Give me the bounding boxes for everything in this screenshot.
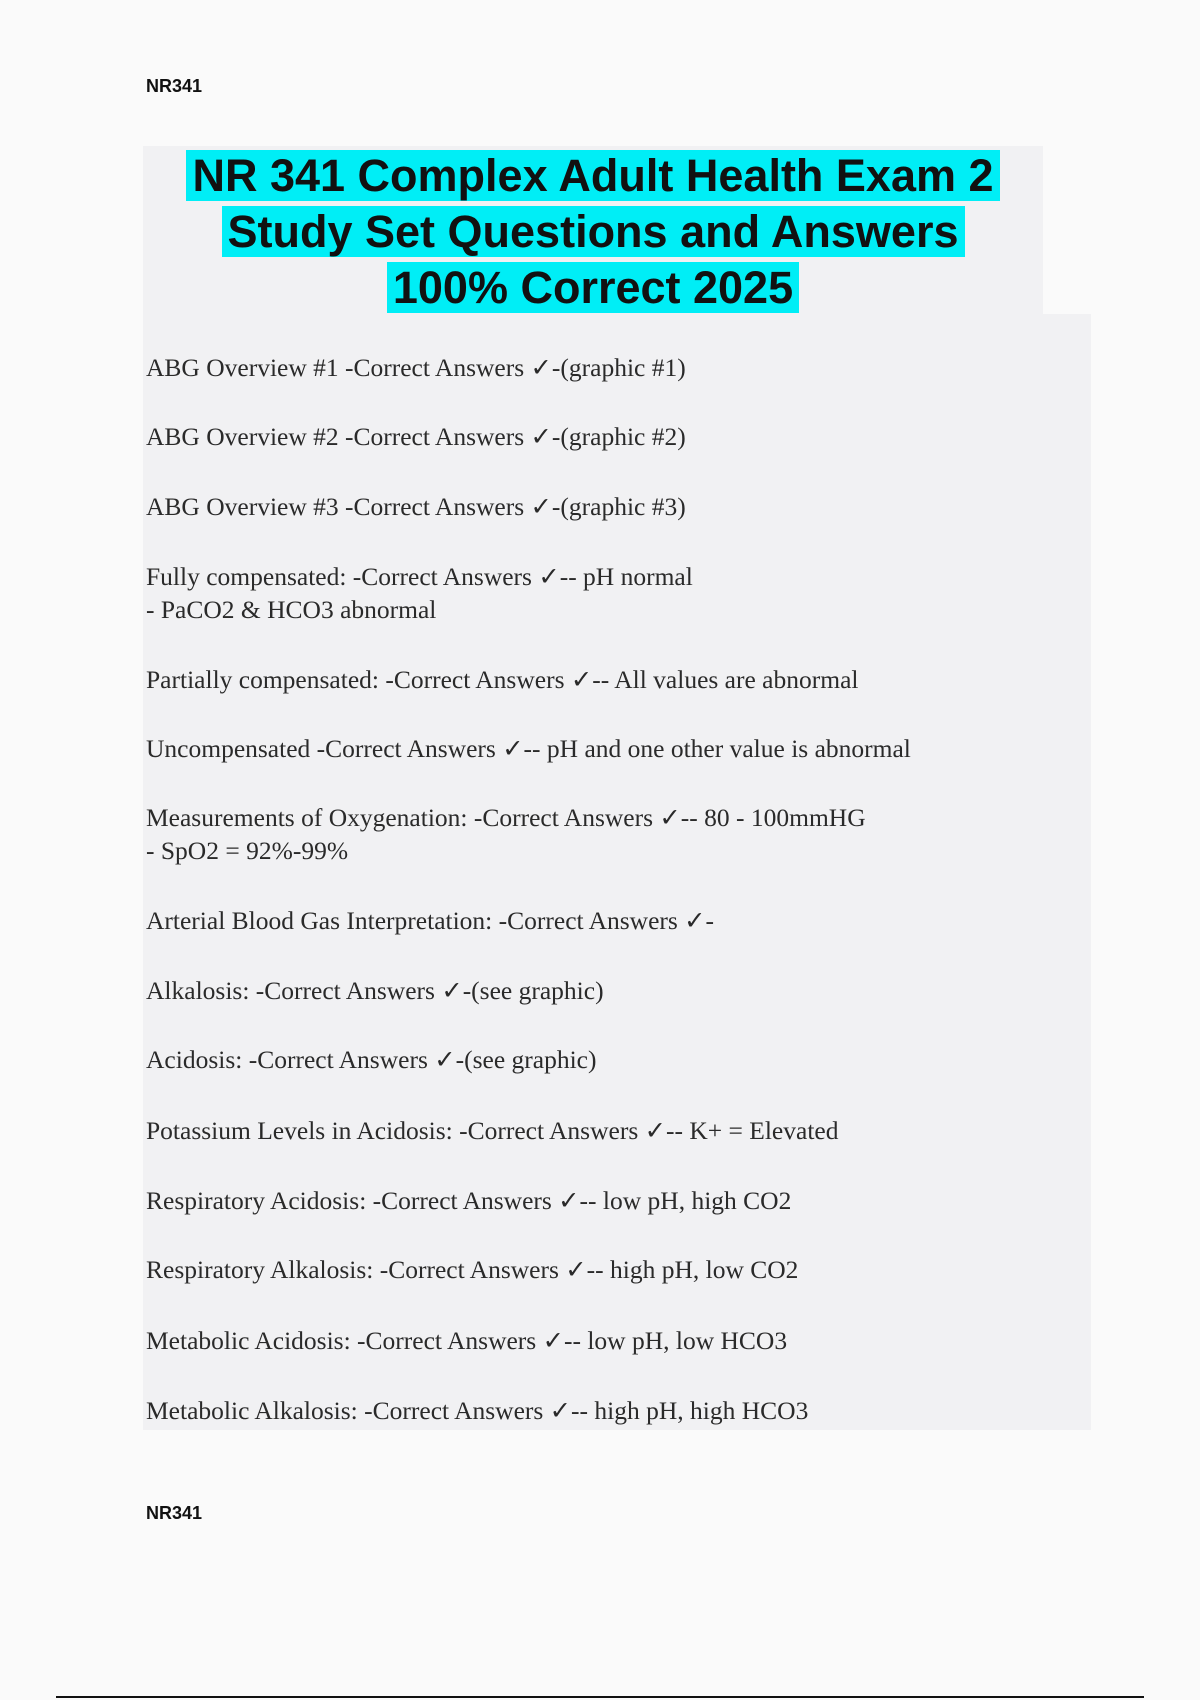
qa-item: [146, 974, 604, 1007]
qa-text: Metabolic Alkalosis: -Correct Answers ✓-- high pH, high HCO3: [146, 1396, 809, 1425]
qa-text-continued: - SpO2 = 92%-99%: [146, 836, 349, 865]
qa-text: Respiratory Alkalosis: -Correct Answers ✓-- high pH, low CO2: [146, 1255, 799, 1284]
qa-item: [146, 560, 693, 626]
qa-item: [146, 1184, 791, 1217]
qa-text: Fully compensated: -Correct Answers ✓-- pH normal: [146, 562, 693, 591]
qa-text: Measurements of Oxygenation: -Correct Answers ✓-- 80 - 100mmHG: [146, 803, 866, 832]
title-line: 100% Correct 2025: [387, 262, 799, 313]
title-line: Study Set Questions and Answers: [222, 206, 965, 257]
qa-item: [146, 904, 714, 937]
qa-item: [146, 732, 911, 765]
qa-item: [146, 1324, 787, 1357]
qa-text: ABG Overview #3 -Correct Answers ✓-(graphic #3): [146, 492, 686, 521]
qa-item: [146, 1043, 596, 1076]
qa-text: Uncompensated -Correct Answers ✓-- pH and one other value is abnormal: [146, 734, 911, 763]
qa-item: [146, 351, 686, 384]
qa-text: Respiratory Acidosis: -Correct Answers ✓-- low pH, high CO2: [146, 1186, 792, 1215]
qa-item: [146, 801, 866, 867]
qa-text: Acidosis: -Correct Answers ✓-(see graphic): [146, 1045, 597, 1074]
qa-text: ABG Overview #1 -Correct Answers ✓-(graphic #1): [146, 353, 686, 382]
qa-text: ABG Overview #2 -Correct Answers ✓-(graphic #2): [146, 422, 686, 451]
qa-item: [146, 663, 858, 696]
qa-text: Arterial Blood Gas Interpretation: -Correct Answers ✓-: [146, 906, 715, 935]
title-line: NR 341 Complex Adult Health Exam 2: [186, 150, 999, 201]
qa-item: [146, 1394, 808, 1427]
page-header-label: NR341: [146, 76, 203, 96]
page-footer-label: NR341: [146, 1503, 203, 1523]
page-bottom-rule: [56, 1696, 1144, 1698]
qa-list: [143, 314, 1091, 1430]
qa-text: Metabolic Acidosis: -Correct Answers ✓-- low pH, low HCO3: [146, 1326, 788, 1355]
qa-item: [146, 490, 686, 523]
qa-text-continued: - PaCO2 & HCO3 abnormal: [146, 595, 437, 624]
qa-text: Alkalosis: -Correct Answers ✓-(see graphic): [146, 976, 604, 1005]
qa-text: Partially compensated: -Correct Answers ✓-- All values are abnormal: [146, 665, 859, 694]
qa-item: [146, 1114, 838, 1147]
document-title: [143, 146, 1043, 316]
qa-item: [146, 420, 686, 453]
qa-text: Potassium Levels in Acidosis: -Correct Answers ✓-- K+ = Elevated: [146, 1116, 839, 1145]
qa-item: [146, 1253, 798, 1286]
title-block: [143, 146, 1043, 314]
